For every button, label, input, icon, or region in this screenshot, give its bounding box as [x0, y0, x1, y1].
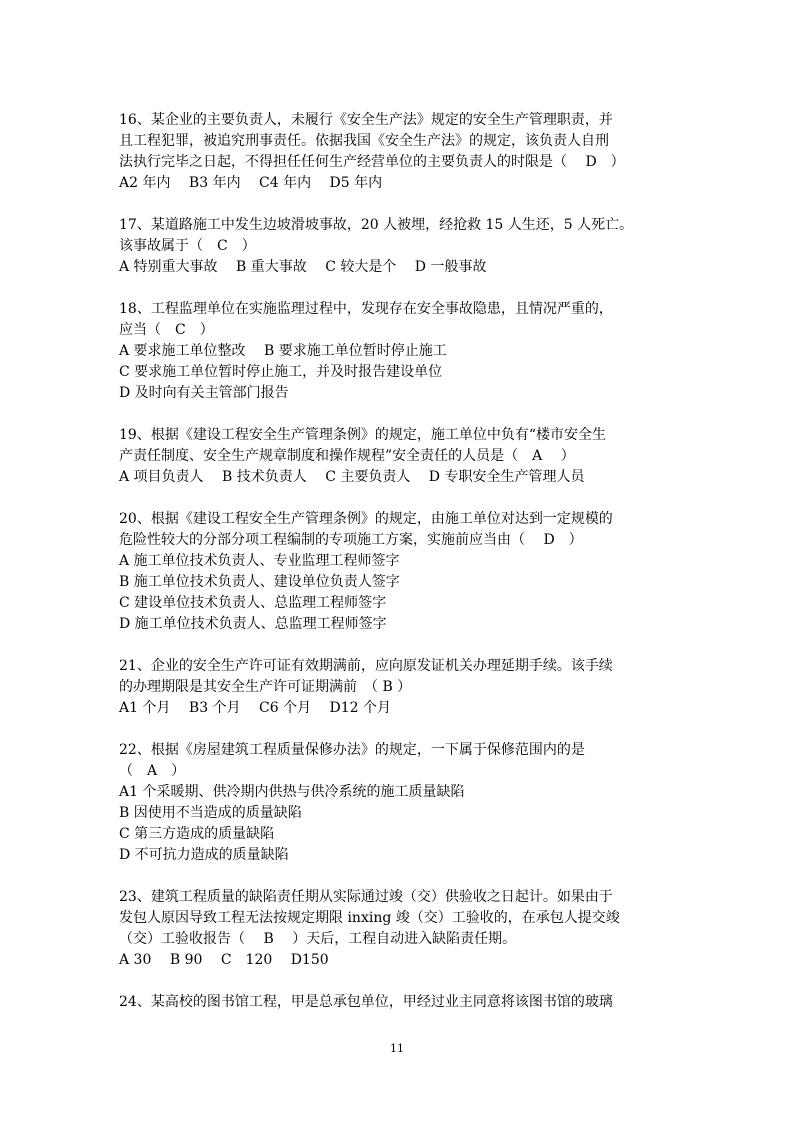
question-text-line: 17、某道路施工中发生边坡滑坡事故，20 人被埋，经抢救 15 人生还，5 人死亡。: [119, 217, 634, 233]
options-line: C 第三方造成的质量缺陷: [119, 826, 275, 842]
options-line: A1 个月 B3 个月 C6 个月 D12 个月: [119, 700, 392, 716]
page-number: 11: [390, 1042, 404, 1055]
question-text-line: 的办理期限是其安全生产许可证期满前 （ B ）: [119, 679, 412, 695]
question-19: [119, 425, 684, 488]
question-18: [119, 299, 684, 404]
question-21: [119, 656, 684, 719]
options-line: D 不可抗力造成的质量缺陷: [119, 847, 289, 863]
question-text-line: 16、某企业的主要负责人，未履行《安全生产法》规定的安全生产管理职责，并: [119, 112, 613, 128]
options-line: B 施工单位技术负责人、建设单位负责人签字: [119, 574, 400, 590]
document-body: [119, 110, 684, 1034]
options-line: D 施工单位技术负责人、总监理工程师签字: [119, 616, 387, 632]
question-text-line: 危险性较大的分部分项工程编制的专项施工方案，实施前应当由（ D ）: [119, 532, 583, 548]
question-text-line: 18、工程监理单位在实施监理过程中，发现存在安全事故隐患，且情况严重的，: [119, 301, 613, 317]
options-line: A 30 B 90 C 120 D150: [119, 952, 329, 968]
options-line: C 建设单位技术负责人、总监理工程师签字: [119, 595, 387, 611]
question-text-line: 20、根据《建设工程安全生产管理条例》的规定，由施工单位对达到一定规模的: [119, 511, 613, 527]
options-line: A 要求施工单位整改 B 要求施工单位暂时停止施工: [119, 343, 447, 359]
question-20: [119, 509, 684, 635]
question-text-line: 产责任制度、安全生产规章制度和操作规程”安全责任的人员是（ A ）: [119, 448, 575, 464]
options-line: A 项目负责人 B 技术负责人 C 主要负责人 D 专职安全生产管理人员: [119, 469, 585, 485]
question-17: [119, 215, 684, 278]
question-text-line: 应当（ C ）: [119, 322, 214, 338]
question-24: [119, 992, 684, 1013]
options-line: A 施工单位技术负责人、专业监理工程师签字: [119, 553, 400, 569]
options-line: D 及时向有关主管部门报告: [119, 385, 289, 401]
question-text-line: 21、企业的安全生产许可证有效期满前，应向原发证机关办理延期手续。该手续: [119, 658, 613, 674]
question-text-line: 发包人原因导致工程无法按规定期限 inxing 竣（交）工验收的，在承包人提交竣: [119, 910, 620, 926]
question-22: [119, 740, 684, 866]
question-text-line: （交）工验收报告（ B ）天后，工程自动进入缺陷责任期。: [119, 931, 517, 947]
question-text-line: 24、某高校的图书馆工程，甲是总承包单位，甲经过业主同意将该图书馆的玻璃: [119, 994, 613, 1010]
options-line: B 因使用不当造成的质量缺陷: [119, 805, 302, 821]
options-line: A2 年内 B3 年内 C4 年内 D5 年内: [119, 175, 383, 191]
options-line: C 要求施工单位暂时停止施工，并及时报告建设单位: [119, 364, 443, 380]
question-text-line: （ A ）: [119, 763, 186, 779]
question-23: [119, 887, 684, 971]
question-text-line: 19、根据《建设工程安全生产管理条例》的规定，施工单位中负有“楼市安全生: [119, 427, 606, 443]
question-text-line: 该事故属于（ C ）: [119, 238, 256, 254]
options-line: A1 个采暖期、供冷期内供热与供冷系统的施工质量缺陷: [119, 784, 465, 800]
question-text-line: 23、建筑工程质量的缺陷责任期从实际通过竣（交）供验收之日起计。如果由于: [119, 889, 613, 905]
question-text-line: 法执行完毕之日起，不得担任任何生产经营单位的主要负责人的时限是（ D ）: [119, 154, 625, 170]
question-text-line: 且工程犯罪，被追究刑事责任。依据我国《安全生产法》的规定，该负责人自刑: [119, 133, 609, 149]
question-text-line: 22、根据《房屋建筑工程质量保修办法》的规定，一下属于保修范围内的是: [119, 742, 585, 758]
question-16: [119, 110, 684, 194]
options-line: A 特别重大事故 B 重大事故 C 较大是个 D 一般事故: [119, 259, 487, 275]
